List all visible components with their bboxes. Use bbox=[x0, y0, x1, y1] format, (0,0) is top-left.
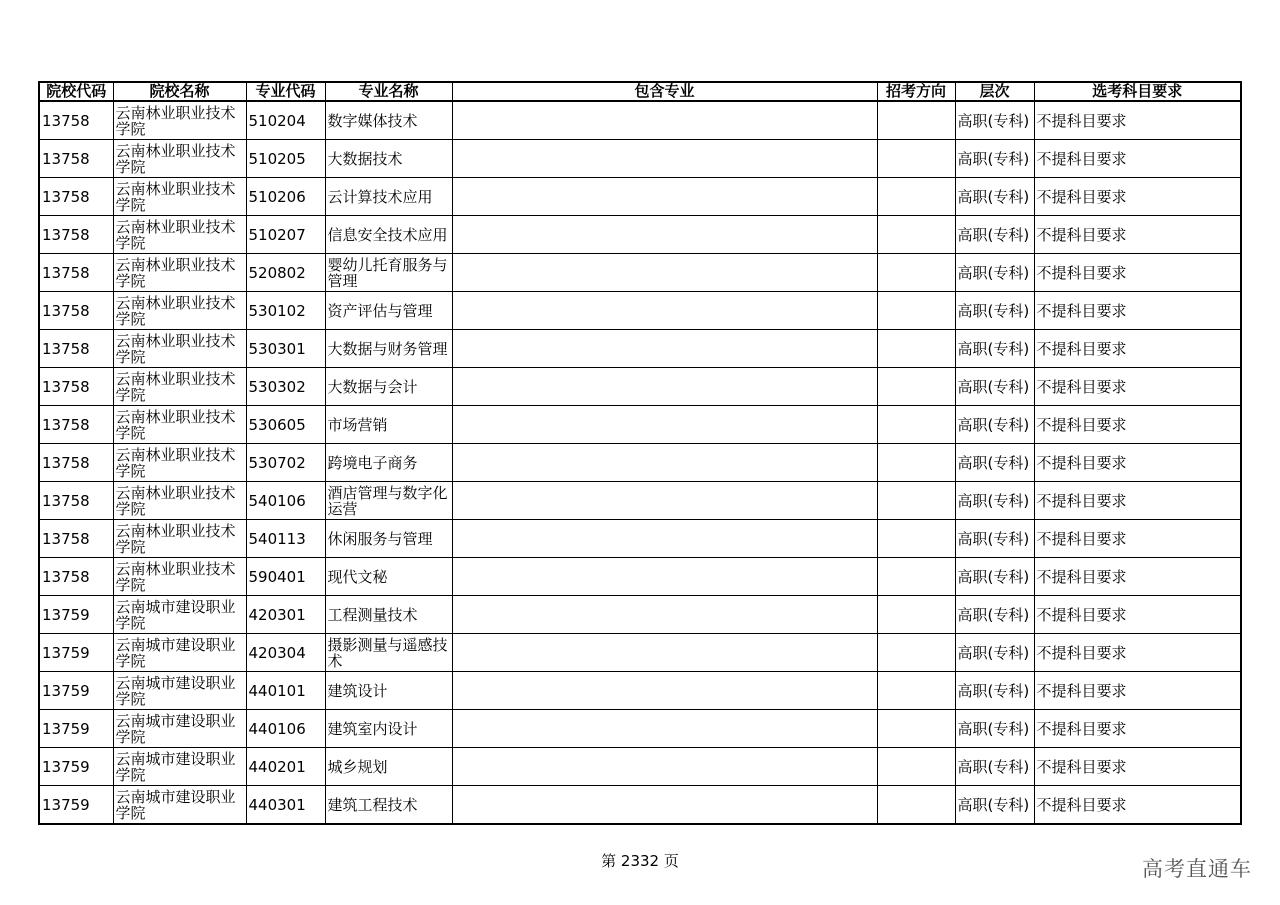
school-code-cell: 13758 bbox=[39, 254, 113, 292]
direction-cell bbox=[877, 406, 955, 444]
major-code-cell: 520802 bbox=[246, 254, 325, 292]
included-majors-cell bbox=[452, 178, 877, 216]
school-name-cell: 云南林业职业技术学院 bbox=[113, 101, 246, 140]
level-cell: 高职(专科) bbox=[955, 292, 1034, 330]
direction-cell bbox=[877, 786, 955, 825]
school-code-cell: 13758 bbox=[39, 520, 113, 558]
school-name-cell: 云南城市建设职业学院 bbox=[113, 634, 246, 672]
direction-cell bbox=[877, 558, 955, 596]
subject-requirement-cell: 不提科目要求 bbox=[1034, 254, 1241, 292]
major-name-cell: 大数据与会计 bbox=[325, 368, 452, 406]
major-name-cell: 城乡规划 bbox=[325, 748, 452, 786]
subject-requirement-cell: 不提科目要求 bbox=[1034, 368, 1241, 406]
subject-requirement-cell: 不提科目要求 bbox=[1034, 786, 1241, 825]
school-code-cell: 13758 bbox=[39, 292, 113, 330]
included-majors-cell bbox=[452, 368, 877, 406]
table-body bbox=[39, 101, 1241, 824]
school-name-cell: 云南林业职业技术学院 bbox=[113, 140, 246, 178]
included-majors-cell bbox=[452, 140, 877, 178]
school-code-cell: 13758 bbox=[39, 558, 113, 596]
school-name-cell: 云南林业职业技术学院 bbox=[113, 254, 246, 292]
major-code-cell: 420301 bbox=[246, 596, 325, 634]
level-cell: 高职(专科) bbox=[955, 482, 1034, 520]
school-code-cell: 13759 bbox=[39, 634, 113, 672]
major-code-cell: 540106 bbox=[246, 482, 325, 520]
level-cell: 高职(专科) bbox=[955, 254, 1034, 292]
major-name-cell: 休闲服务与管理 bbox=[325, 520, 452, 558]
major-code-cell: 530301 bbox=[246, 330, 325, 368]
header-major-code: 专业代码 bbox=[246, 82, 325, 101]
direction-cell bbox=[877, 140, 955, 178]
table-row bbox=[39, 368, 1241, 406]
subject-requirement-cell: 不提科目要求 bbox=[1034, 330, 1241, 368]
level-cell: 高职(专科) bbox=[955, 216, 1034, 254]
table-row bbox=[39, 596, 1241, 634]
subject-requirement-cell: 不提科目要求 bbox=[1034, 101, 1241, 140]
major-code-cell: 590401 bbox=[246, 558, 325, 596]
major-name-cell: 数字媒体技术 bbox=[325, 101, 452, 140]
included-majors-cell bbox=[452, 634, 877, 672]
included-majors-cell bbox=[452, 330, 877, 368]
level-cell: 高职(专科) bbox=[955, 710, 1034, 748]
major-code-cell: 420304 bbox=[246, 634, 325, 672]
school-name-cell: 云南林业职业技术学院 bbox=[113, 558, 246, 596]
school-code-cell: 13759 bbox=[39, 786, 113, 825]
direction-cell bbox=[877, 101, 955, 140]
school-name-cell: 云南林业职业技术学院 bbox=[113, 330, 246, 368]
table-row bbox=[39, 482, 1241, 520]
major-name-cell: 市场营销 bbox=[325, 406, 452, 444]
direction-cell bbox=[877, 710, 955, 748]
subject-requirement-cell: 不提科目要求 bbox=[1034, 444, 1241, 482]
major-name-cell: 跨境电子商务 bbox=[325, 444, 452, 482]
subject-requirement-cell: 不提科目要求 bbox=[1034, 672, 1241, 710]
major-name-cell: 建筑室内设计 bbox=[325, 710, 452, 748]
included-majors-cell bbox=[452, 444, 877, 482]
major-name-cell: 建筑设计 bbox=[325, 672, 452, 710]
level-cell: 高职(专科) bbox=[955, 558, 1034, 596]
school-name-cell: 云南林业职业技术学院 bbox=[113, 482, 246, 520]
subject-requirement-cell: 不提科目要求 bbox=[1034, 292, 1241, 330]
school-code-cell: 13758 bbox=[39, 444, 113, 482]
major-code-cell: 530605 bbox=[246, 406, 325, 444]
school-name-cell: 云南林业职业技术学院 bbox=[113, 216, 246, 254]
school-name-cell: 云南林业职业技术学院 bbox=[113, 444, 246, 482]
school-name-cell: 云南城市建设职业学院 bbox=[113, 710, 246, 748]
admissions-table bbox=[38, 81, 1242, 825]
header-included-majors: 包含专业 bbox=[452, 82, 877, 101]
school-name-cell: 云南城市建设职业学院 bbox=[113, 596, 246, 634]
header-direction: 招考方向 bbox=[877, 82, 955, 101]
level-cell: 高职(专科) bbox=[955, 368, 1034, 406]
included-majors-cell bbox=[452, 786, 877, 825]
direction-cell bbox=[877, 596, 955, 634]
header-subject-requirement: 选考科目要求 bbox=[1034, 82, 1241, 101]
major-name-cell: 工程测量技术 bbox=[325, 596, 452, 634]
school-code-cell: 13758 bbox=[39, 101, 113, 140]
level-cell: 高职(专科) bbox=[955, 330, 1034, 368]
major-name-cell: 大数据技术 bbox=[325, 140, 452, 178]
level-cell: 高职(专科) bbox=[955, 748, 1034, 786]
included-majors-cell bbox=[452, 748, 877, 786]
school-name-cell: 云南林业职业技术学院 bbox=[113, 406, 246, 444]
major-name-cell: 现代文秘 bbox=[325, 558, 452, 596]
table-row bbox=[39, 672, 1241, 710]
table-row bbox=[39, 216, 1241, 254]
level-cell: 高职(专科) bbox=[955, 634, 1034, 672]
school-code-cell: 13759 bbox=[39, 710, 113, 748]
major-name-cell: 大数据与财务管理 bbox=[325, 330, 452, 368]
school-code-cell: 13758 bbox=[39, 178, 113, 216]
included-majors-cell bbox=[452, 520, 877, 558]
major-name-cell: 建筑工程技术 bbox=[325, 786, 452, 825]
school-name-cell: 云南林业职业技术学院 bbox=[113, 368, 246, 406]
major-code-cell: 440106 bbox=[246, 710, 325, 748]
school-name-cell: 云南城市建设职业学院 bbox=[113, 748, 246, 786]
included-majors-cell bbox=[452, 292, 877, 330]
table-row bbox=[39, 786, 1241, 825]
subject-requirement-cell: 不提科目要求 bbox=[1034, 596, 1241, 634]
included-majors-cell bbox=[452, 558, 877, 596]
direction-cell bbox=[877, 216, 955, 254]
direction-cell bbox=[877, 634, 955, 672]
subject-requirement-cell: 不提科目要求 bbox=[1034, 634, 1241, 672]
major-code-cell: 440201 bbox=[246, 748, 325, 786]
school-code-cell: 13758 bbox=[39, 216, 113, 254]
school-code-cell: 13758 bbox=[39, 482, 113, 520]
table-header bbox=[39, 82, 1241, 101]
direction-cell bbox=[877, 254, 955, 292]
subject-requirement-cell: 不提科目要求 bbox=[1034, 710, 1241, 748]
level-cell: 高职(专科) bbox=[955, 406, 1034, 444]
table-row bbox=[39, 254, 1241, 292]
subject-requirement-cell: 不提科目要求 bbox=[1034, 406, 1241, 444]
subject-requirement-cell: 不提科目要求 bbox=[1034, 178, 1241, 216]
table-row bbox=[39, 140, 1241, 178]
major-code-cell: 530302 bbox=[246, 368, 325, 406]
included-majors-cell bbox=[452, 596, 877, 634]
included-majors-cell bbox=[452, 254, 877, 292]
table-row bbox=[39, 710, 1241, 748]
included-majors-cell bbox=[452, 672, 877, 710]
major-name-cell: 婴幼儿托育服务与管理 bbox=[325, 254, 452, 292]
school-name-cell: 云南城市建设职业学院 bbox=[113, 786, 246, 825]
direction-cell bbox=[877, 330, 955, 368]
table-row bbox=[39, 444, 1241, 482]
included-majors-cell bbox=[452, 482, 877, 520]
major-code-cell: 510206 bbox=[246, 178, 325, 216]
major-name-cell: 信息安全技术应用 bbox=[325, 216, 452, 254]
table-row bbox=[39, 101, 1241, 140]
included-majors-cell bbox=[452, 101, 877, 140]
level-cell: 高职(专科) bbox=[955, 444, 1034, 482]
included-majors-cell bbox=[452, 710, 877, 748]
level-cell: 高职(专科) bbox=[955, 520, 1034, 558]
level-cell: 高职(专科) bbox=[955, 178, 1034, 216]
table-row bbox=[39, 520, 1241, 558]
school-name-cell: 云南城市建设职业学院 bbox=[113, 672, 246, 710]
school-code-cell: 13759 bbox=[39, 596, 113, 634]
level-cell: 高职(专科) bbox=[955, 140, 1034, 178]
major-name-cell: 云计算技术应用 bbox=[325, 178, 452, 216]
direction-cell bbox=[877, 672, 955, 710]
school-name-cell: 云南林业职业技术学院 bbox=[113, 178, 246, 216]
major-code-cell: 440101 bbox=[246, 672, 325, 710]
subject-requirement-cell: 不提科目要求 bbox=[1034, 520, 1241, 558]
level-cell: 高职(专科) bbox=[955, 596, 1034, 634]
level-cell: 高职(专科) bbox=[955, 672, 1034, 710]
school-code-cell: 13758 bbox=[39, 140, 113, 178]
major-code-cell: 440301 bbox=[246, 786, 325, 825]
major-code-cell: 540113 bbox=[246, 520, 325, 558]
major-code-cell: 510205 bbox=[246, 140, 325, 178]
direction-cell bbox=[877, 520, 955, 558]
school-name-cell: 云南林业职业技术学院 bbox=[113, 520, 246, 558]
watermark-logo: 高考直通车 bbox=[1142, 857, 1252, 881]
school-code-cell: 13758 bbox=[39, 368, 113, 406]
major-code-cell: 530102 bbox=[246, 292, 325, 330]
subject-requirement-cell: 不提科目要求 bbox=[1034, 140, 1241, 178]
subject-requirement-cell: 不提科目要求 bbox=[1034, 482, 1241, 520]
included-majors-cell bbox=[452, 216, 877, 254]
school-code-cell: 13758 bbox=[39, 330, 113, 368]
direction-cell bbox=[877, 178, 955, 216]
major-name-cell: 摄影测量与遥感技术 bbox=[325, 634, 452, 672]
page-number: 第 2332 页 bbox=[601, 852, 679, 870]
table-row bbox=[39, 558, 1241, 596]
header-major-name: 专业名称 bbox=[325, 82, 452, 101]
major-code-cell: 510207 bbox=[246, 216, 325, 254]
school-name-cell: 云南林业职业技术学院 bbox=[113, 292, 246, 330]
subject-requirement-cell: 不提科目要求 bbox=[1034, 558, 1241, 596]
direction-cell bbox=[877, 482, 955, 520]
table-row bbox=[39, 330, 1241, 368]
major-name-cell: 酒店管理与数字化运营 bbox=[325, 482, 452, 520]
subject-requirement-cell: 不提科目要求 bbox=[1034, 216, 1241, 254]
direction-cell bbox=[877, 444, 955, 482]
direction-cell bbox=[877, 368, 955, 406]
table-row bbox=[39, 406, 1241, 444]
direction-cell bbox=[877, 292, 955, 330]
level-cell: 高职(专科) bbox=[955, 101, 1034, 140]
major-code-cell: 530702 bbox=[246, 444, 325, 482]
table-row bbox=[39, 748, 1241, 786]
school-code-cell: 13759 bbox=[39, 672, 113, 710]
major-code-cell: 510204 bbox=[246, 101, 325, 140]
school-code-cell: 13758 bbox=[39, 406, 113, 444]
table-row bbox=[39, 292, 1241, 330]
header-school-name: 院校名称 bbox=[113, 82, 246, 101]
table-row bbox=[39, 178, 1241, 216]
table-row bbox=[39, 634, 1241, 672]
header-level: 层次 bbox=[955, 82, 1034, 101]
header-school-code: 院校代码 bbox=[39, 82, 113, 101]
included-majors-cell bbox=[452, 406, 877, 444]
direction-cell bbox=[877, 748, 955, 786]
school-code-cell: 13759 bbox=[39, 748, 113, 786]
major-name-cell: 资产评估与管理 bbox=[325, 292, 452, 330]
level-cell: 高职(专科) bbox=[955, 786, 1034, 825]
subject-requirement-cell: 不提科目要求 bbox=[1034, 748, 1241, 786]
